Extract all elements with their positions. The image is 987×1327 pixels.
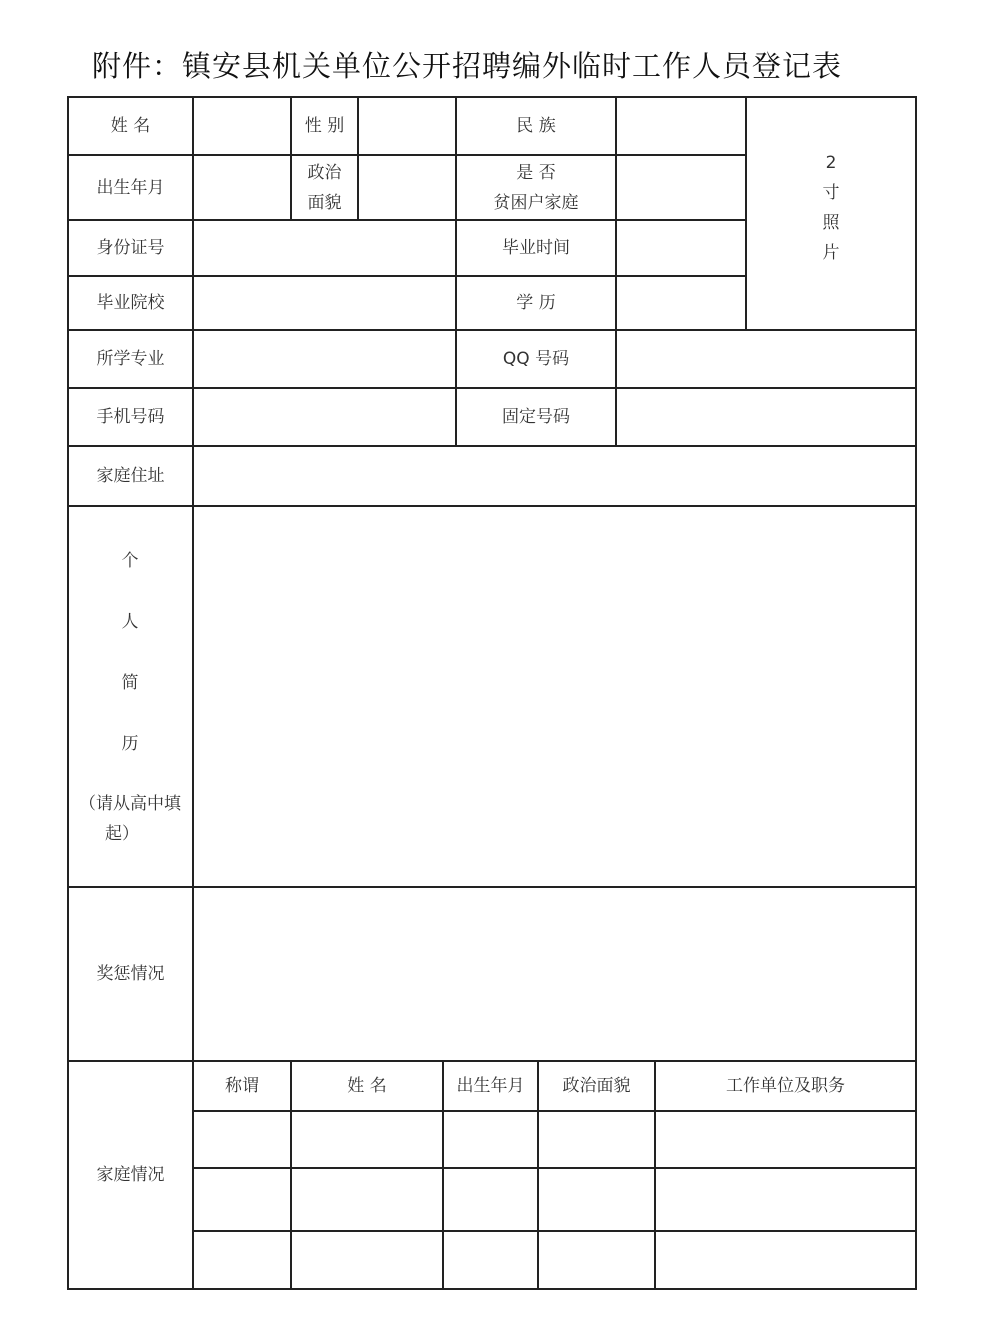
political-field[interactable]: [359, 156, 455, 219]
label-poverty-line2: 贫困户家庭: [493, 192, 579, 213]
label-ethnicity: 民 族: [516, 116, 556, 136]
id-number-field[interactable]: [194, 221, 455, 275]
photo-char-3: 照: [822, 213, 840, 233]
school-field[interactable]: [194, 277, 455, 329]
major-field[interactable]: [194, 331, 455, 387]
label-mobile: 手机号码: [96, 407, 165, 427]
gender-field[interactable]: [359, 98, 455, 154]
family-header-employer: 工作单位及职务: [726, 1076, 845, 1096]
qq-field[interactable]: [617, 331, 915, 387]
education-field[interactable]: [617, 277, 745, 329]
landline-field[interactable]: [617, 389, 915, 445]
label-school: 毕业院校: [96, 293, 165, 313]
resume-field[interactable]: [194, 507, 915, 886]
label-id-number: 身份证号: [96, 238, 165, 258]
label-graduation-time: 毕业时间: [502, 238, 570, 258]
family-header-name: 姓 名: [347, 1076, 387, 1096]
photo-char-1: 2: [825, 153, 837, 173]
label-poverty-line1: 是 否: [516, 162, 556, 183]
address-field[interactable]: [194, 447, 915, 505]
resume-char-3: 简: [121, 673, 139, 693]
family-row[interactable]: [194, 1112, 915, 1167]
resume-note-line2: 起）: [105, 824, 139, 844]
label-gender: 性 别: [304, 116, 345, 136]
label-birth: 出生年月: [96, 177, 165, 198]
label-political-line2: 面貌: [307, 192, 342, 213]
poverty-field[interactable]: [617, 156, 745, 219]
mobile-field[interactable]: [194, 389, 455, 445]
label-landline: 固定号码: [502, 407, 570, 427]
family-header-political: 政治面貌: [562, 1076, 631, 1096]
resume-char-1: 个: [121, 551, 139, 571]
label-political: [292, 156, 357, 219]
photo-char-4: 片: [822, 243, 840, 263]
registration-form: [67, 96, 917, 1290]
resume-char-2: 人: [121, 612, 139, 632]
resume-note-line1: （请从高中填: [79, 794, 181, 814]
photo-char-2: 寸: [822, 183, 840, 203]
family-header-relation: 称谓: [225, 1076, 259, 1096]
family-row[interactable]: [194, 1232, 915, 1288]
family-header-birth: 出生年月: [456, 1076, 525, 1096]
resume-char-4: 历: [121, 734, 139, 754]
label-awards: 奖惩情况: [96, 964, 165, 984]
label-poverty: [457, 156, 615, 219]
label-qq: QQ 号码: [502, 349, 570, 369]
label-education: 学 历: [516, 293, 556, 313]
ethnicity-field[interactable]: [617, 98, 745, 154]
birth-field[interactable]: [194, 156, 290, 219]
graduation-time-field[interactable]: [617, 221, 745, 275]
label-family: 家庭情况: [96, 1165, 165, 1185]
label-address: 家庭住址: [96, 466, 165, 486]
family-row[interactable]: [194, 1169, 915, 1230]
label-political-line1: 政治: [307, 162, 342, 183]
label-name: 姓 名: [110, 116, 151, 136]
photo-placeholder[interactable]: [747, 148, 915, 278]
name-field[interactable]: [194, 98, 290, 154]
awards-field[interactable]: [194, 888, 915, 1060]
form-title: 附件：镇安县机关单位公开招聘编外临时工作人员登记表: [92, 49, 843, 83]
label-major: 所学专业: [96, 349, 165, 369]
